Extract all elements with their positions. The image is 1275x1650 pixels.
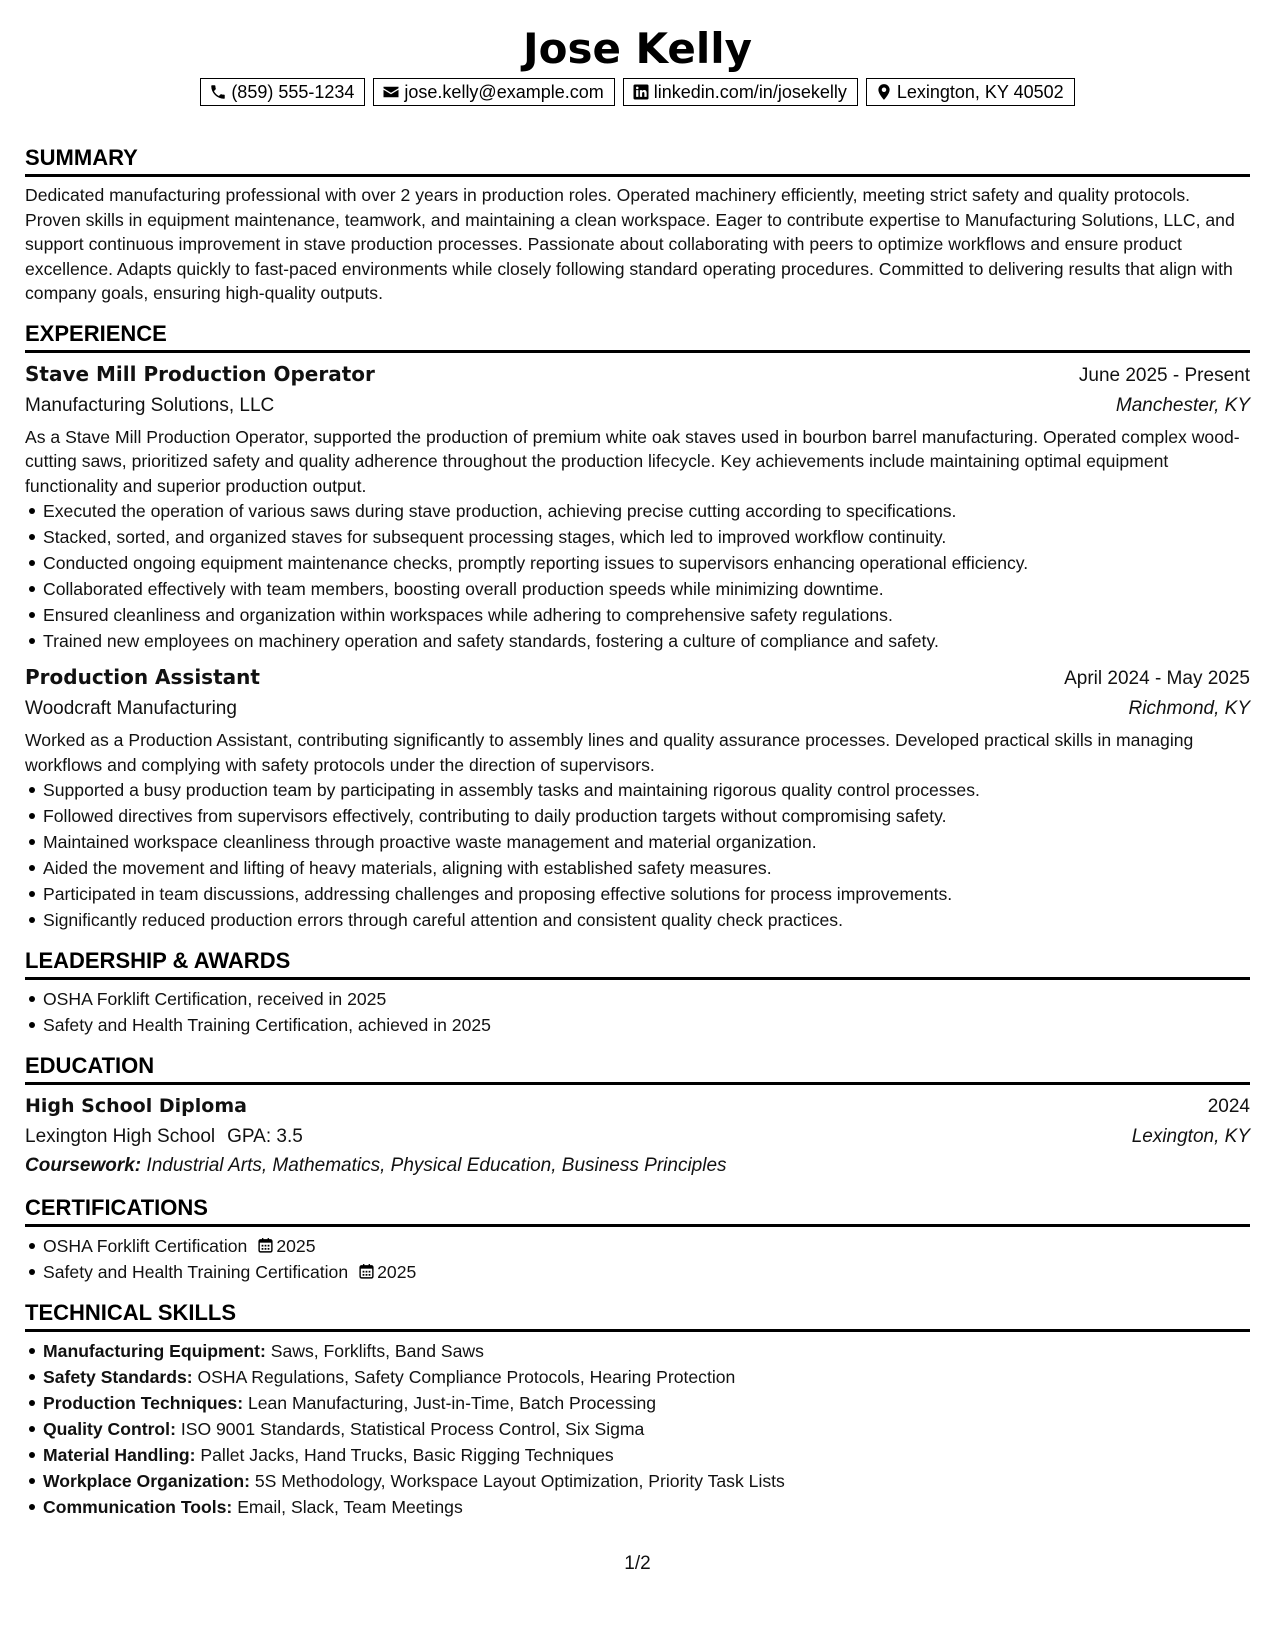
skill-value: OSHA Regulations, Safety Compliance Protocols, Hearing Protection <box>197 1367 736 1387</box>
list-item <box>43 1338 1250 1364</box>
edu-degree: High School Diploma <box>25 1095 247 1117</box>
edu-coursework <box>25 1152 1250 1180</box>
summary-heading: SUMMARY <box>25 144 1250 177</box>
experience-heading: EXPERIENCE <box>25 320 1250 353</box>
education-section <box>25 1052 1250 1180</box>
skill-value: ISO 9001 Standards, Statistical Process Control, Six Sigma <box>180 1419 645 1439</box>
job-entry <box>25 359 1250 655</box>
list-item: Conducted ongoing equipment maintenance checks, promptly reporting issues to supervisors enhancing operational efficiency. <box>43 550 1250 576</box>
leadership-heading: LEADERSHIP & AWARDS <box>25 947 1250 980</box>
calendar-icon <box>358 1263 375 1280</box>
summary-section <box>25 144 1250 306</box>
cert-name: OSHA Forklift Certification <box>43 1236 248 1256</box>
skill-label: Safety Standards: <box>43 1367 193 1387</box>
job-entry <box>25 662 1250 933</box>
list-item: Stacked, sorted, and organized staves for subsequent processing stages, which led to improved workflow continuity. <box>43 524 1250 550</box>
calendar-icon <box>257 1237 274 1254</box>
edu-school-line <box>25 1122 303 1152</box>
job-title: Stave Mill Production Operator <box>25 361 375 386</box>
leadership-list <box>25 986 1250 1038</box>
job-bullets <box>25 777 1250 933</box>
list-item <box>43 1416 1250 1442</box>
summary-text: Dedicated manufacturing professional with over 2 years in production roles. Operated machinery efficiently, meeting strict safety and quality protocols. Proven skills in equipment maintenance, teamwork, and maintaining a clean workspace. Eager to contribute expertise to Manufacturing Solutions, LLC, and support continuous improvement in stave production processes. Passionate about collaborating with peers to optimize workflows and ensure product excellence. Adapts quickly to fast-paced environments while closely following standard operating procedures. Committed to delivering results that align with company goals, ensuring high-quality outputs. <box>25 185 1235 303</box>
list-item <box>43 1442 1250 1468</box>
edu-year: 2024 <box>1207 1096 1250 1117</box>
edu-gpa: GPA: 3.5 <box>227 1126 303 1147</box>
page-number: 1/2 <box>624 1553 651 1574</box>
coursework-text: Industrial Arts, Mathematics, Physical Education, Business Principles <box>146 1155 727 1176</box>
list-item <box>43 1494 1250 1520</box>
list-item <box>43 1233 1250 1259</box>
job-description: Worked as a Production Assistant, contributing significantly to assembly lines and quality assurance processes. Developed practical skills in managing workflows and complying with safety protocols under the direction of supervisors. <box>25 730 1194 775</box>
education-heading: EDUCATION <box>25 1052 1250 1085</box>
job-location: Richmond, KY <box>1128 698 1250 719</box>
experience-section <box>25 320 1250 934</box>
skill-label: Quality Control: <box>43 1419 176 1439</box>
skills-list <box>25 1338 1250 1520</box>
map-pin-icon <box>875 83 893 101</box>
skill-label: Material Handling: <box>43 1445 196 1465</box>
skill-value: Pallet Jacks, Hand Trucks, Basic Rigging Techniques <box>200 1445 614 1465</box>
list-item: Collaborated effectively with team members, boosting overall production speeds while minimizing downtime. <box>43 576 1250 602</box>
skill-label: Workplace Organization: <box>43 1471 250 1491</box>
edu-school: Lexington High School <box>25 1126 216 1147</box>
job-dates: June 2025 - Present <box>1078 364 1250 386</box>
certifications-list <box>25 1233 1250 1285</box>
certifications-heading: CERTIFICATIONS <box>25 1194 1250 1227</box>
coursework-label: Coursework: <box>25 1155 142 1176</box>
linkedin-icon <box>632 83 650 101</box>
contact-linkedin[interactable] <box>623 78 858 106</box>
job-description: As a Stave Mill Production Operator, supported the production of premium white oak staves used in bourbon barrel manufacturing. Operated complex wood-cutting saws, prioritized safety and quality adherence throughout the production lifecycle. Key achievements include maintaining optimal equipment functionality and superior production output. <box>25 426 1240 496</box>
cert-year: 2025 <box>276 1236 316 1256</box>
list-item <box>43 1259 1250 1285</box>
list-item: OSHA Forklift Certification, received in 2025 <box>43 986 1250 1012</box>
resume-page <box>25 0 1250 1650</box>
certifications-section <box>25 1194 1250 1285</box>
list-item: Supported a busy production team by participating in assembly tasks and maintaining rigorous quality control processes. <box>43 777 1250 803</box>
list-item: Participated in team discussions, addressing challenges and proposing effective solutions for process improvements. <box>43 881 1250 907</box>
skill-value: 5S Methodology, Workspace Layout Optimization, Priority Task Lists <box>254 1471 785 1491</box>
skill-label: Production Techniques: <box>43 1393 244 1413</box>
leadership-section <box>25 947 1250 1038</box>
skill-label: Communication Tools: <box>43 1497 233 1517</box>
list-item: Safety and Health Training Certification, achieved in 2025 <box>43 1012 1250 1038</box>
list-item: Maintained workspace cleanliness through proactive waste management and material organization. <box>43 829 1250 855</box>
phone-icon <box>209 83 227 101</box>
contact-email[interactable] <box>373 78 614 106</box>
candidate-name: Jose Kelly <box>522 24 753 73</box>
job-title: Production Assistant <box>25 665 260 689</box>
list-item <box>43 1364 1250 1390</box>
cert-year: 2025 <box>377 1262 417 1282</box>
contact-location-text: Lexington, KY 40502 <box>896 81 1064 102</box>
contact-bar <box>25 78 1250 106</box>
skill-value: Saws, Forklifts, Band Saws <box>270 1341 484 1361</box>
skill-label: Manufacturing Equipment: <box>43 1341 266 1361</box>
contact-linkedin-text: linkedin.com/in/josekelly <box>653 81 847 102</box>
list-item: Trained new employees on machinery operation and safety standards, fostering a culture of compliance and safety. <box>43 628 1250 654</box>
skill-value: Email, Slack, Team Meetings <box>237 1497 463 1517</box>
list-item: Executed the operation of various saws during stave production, achieving precise cutting according to specifications. <box>43 498 1250 524</box>
list-item: Followed directives from supervisors effectively, contributing to daily production targets without compromising safety. <box>43 803 1250 829</box>
cert-name: Safety and Health Training Certification <box>43 1262 349 1282</box>
edu-location: Lexington, KY <box>1131 1126 1250 1147</box>
contact-phone[interactable] <box>200 78 365 106</box>
contact-phone-text: (859) 555-1234 <box>231 81 355 102</box>
list-item <box>43 1468 1250 1494</box>
job-location: Manchester, KY <box>1115 394 1250 416</box>
job-bullets <box>25 498 1250 654</box>
skills-section <box>25 1299 1250 1520</box>
list-item: Ensured cleanliness and organization within workspaces while adhering to comprehensive safety regulations. <box>43 602 1250 628</box>
list-item <box>43 1390 1250 1416</box>
job-company: Manufacturing Solutions, LLC <box>25 394 275 416</box>
skills-heading: TECHNICAL SKILLS <box>25 1299 1250 1332</box>
job-dates: April 2024 - May 2025 <box>1064 668 1250 689</box>
contact-email-text: jose.kelly@example.com <box>404 81 604 102</box>
job-company: Woodcraft Manufacturing <box>25 698 237 719</box>
envelope-icon <box>382 83 400 101</box>
contact-location <box>866 78 1075 106</box>
list-item: Significantly reduced production errors through careful attention and consistent quality check practices. <box>43 907 1250 933</box>
list-item: Aided the movement and lifting of heavy materials, aligning with established safety measures. <box>43 855 1250 881</box>
skill-value: Lean Manufacturing, Just-in-Time, Batch Processing <box>247 1393 657 1413</box>
